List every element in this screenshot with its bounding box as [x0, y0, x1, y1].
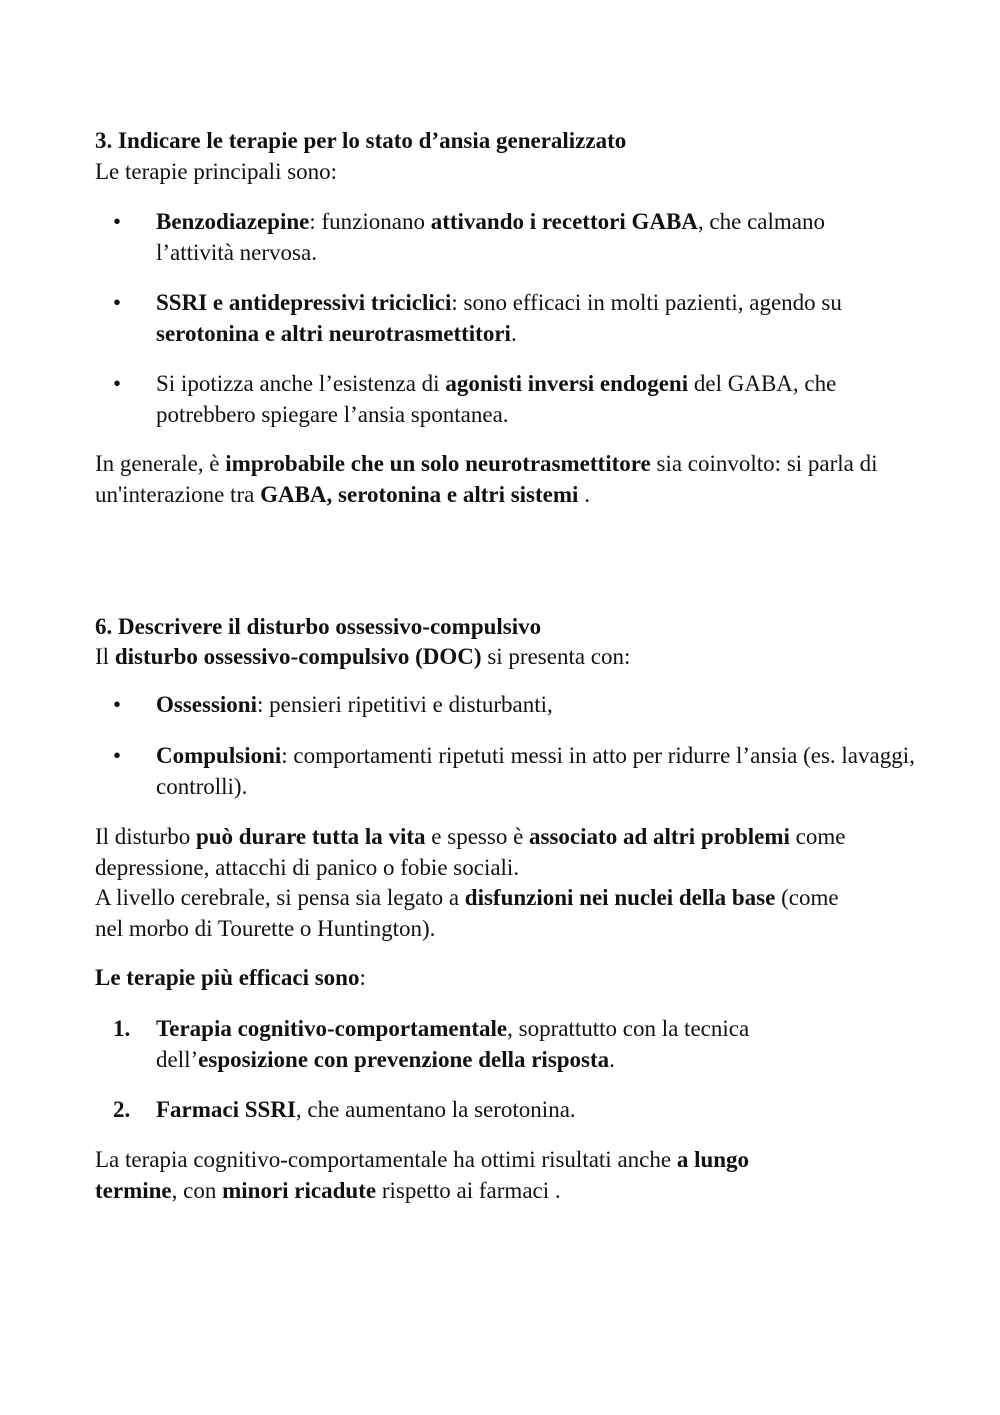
section-6-paragraph-1: Il disturbo può durare tutta la vita e spesso è associato ad altri problemi come depressione, attacchi di panico o fobie sociali. — [95, 824, 846, 880]
section-3-intro: Le terapie principali sono: — [95, 159, 338, 184]
bullet-icon: • — [113, 743, 122, 768]
section-6-paragraph-2: A livello cerebrale, si pensa sia legato a disfunzioni nei nuclei della base (come nel morbo di Tourette o Huntington). — [95, 885, 839, 941]
section-3-summary: In generale, è improbabile che un solo neurotrasmettitore sia coinvolto: si parla di un'interazione tra GABA, serotonina e altri sistemi . — [95, 451, 878, 507]
bullet-icon: • — [113, 290, 122, 315]
section-6-closing: La terapia cognitivo-comportamentale ha ottimi risultati anche a lungo termine, con minori ricadute rispetto ai farmaci . — [95, 1147, 750, 1203]
list-number: 2. — [113, 1097, 131, 1122]
list-number: 1. — [113, 1016, 131, 1041]
section-3-heading: 3. Indicare le terapie per lo stato d’ansia generalizzato — [95, 128, 627, 153]
bullet-icon: • — [113, 371, 122, 396]
therapies-heading: Le terapie più efficaci sono: — [95, 965, 366, 990]
bullet-icon: • — [113, 692, 122, 717]
document-page: 3. Indicare le terapie per lo stato d’ansia generalizzato Le terapie principali sono: • Benzodiazepine: funzionano attivando i recettori GABA, che calmano l’attività nervosa. • SSRI e antidepressivi triciclici: sono efficaci in molti pazienti, agendo su serotonina e altri neurotrasmettitori. • Si ipotizza anche l’esistenza di agonisti inversi endogeni del GABA, che potrebbero spiegare l’ansia spontanea. In generale, è improbabile che un solo neurotrasmettitore sia coinvolto: si parla di un'interazione tra GABA, serotonina e altri sistemi . 6. Descrivere il disturbo ossessivo-compulsivo Il disturbo ossessivo-compulsivo (DOC) si presenta con: • Ossessioni: pensieri ripetitivi e disturbanti, • Compulsioni: comportamenti ripetuti messi in atto per ridurre l’ansia (es. lavaggi, controlli). Il disturbo può durare tutta la vita e spesso è associato ad altri problemi come depressione, attacchi di panico o fobie sociali. A livello cerebrale, si pensa sia legato a disfunzioni nei nuclei della base (come nel morbo di Tourette o Huntington). Le terapie più efficaci sono: 1. Terapia cognitivo-comportamentale, soprattutto con la tecnica dell’esposizione con prevenzione della risposta. 2. Farmaci SSRI, che aumentano la serotonina. La terapia cognitivo-comportamentale ha ottimi risultati anche a lungo termine, con minori ricadute rispetto ai farmaci . — [0, 0, 1000, 1415]
bullet-icon: • — [113, 209, 122, 234]
section-6-intro: Il disturbo ossessivo-compulsivo (DOC) si presenta con: — [95, 644, 631, 669]
section-6-heading: 6. Descrivere il disturbo ossessivo-compulsivo — [95, 614, 542, 639]
